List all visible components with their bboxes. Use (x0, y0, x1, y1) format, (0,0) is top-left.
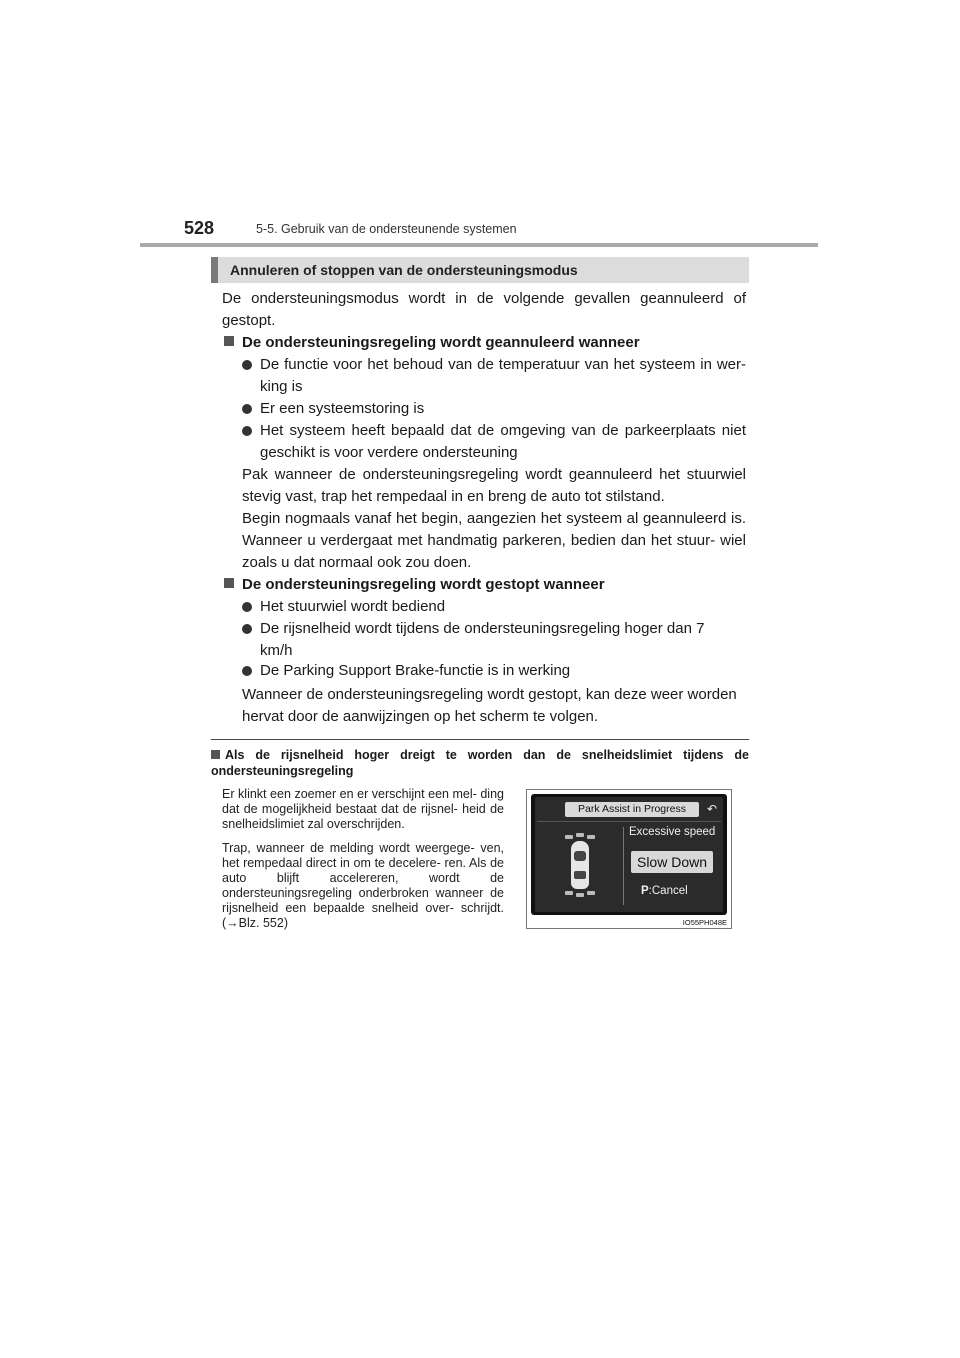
car-body (571, 841, 589, 889)
screen-divider-vertical (623, 827, 624, 905)
stop-heading (224, 574, 605, 596)
display-screen (531, 794, 727, 915)
screen-divider-horizontal (537, 821, 721, 822)
cancel-label: :Cancel (648, 885, 688, 897)
sensor-mark (576, 833, 584, 837)
square-bullet-icon (224, 578, 234, 588)
list-item (242, 398, 746, 420)
cancel-heading (224, 332, 640, 354)
screen-panel (535, 797, 723, 912)
cancel-paragraph-1: Pak wanneer de ondersteuningsregeling wordt geannuleerd het stuurwiel stevig vast, trap het rempedaal in en breng de auto tot stilstand. (242, 466, 746, 505)
bullet-dot-icon (242, 666, 252, 676)
list-item-text: Het systeem heeft bepaald dat de omgeving van de parkeerplaats niet geschikt is voor verdere ondersteuning (260, 422, 746, 461)
display-illustration (526, 789, 732, 929)
list-item-text: De Parking Support Brake-functie is in werking (260, 662, 571, 679)
page-number: 528 (184, 218, 215, 238)
parking-switch-icon: P (641, 885, 649, 897)
section-heading-bar (211, 257, 749, 283)
sensor-mark (565, 891, 573, 895)
intro-paragraph: De ondersteuningsmodus wordt in de volgende gevallen geannuleerd of gestopt. (222, 290, 746, 329)
car-top-view-icon (563, 833, 597, 897)
square-bullet-icon (211, 750, 220, 759)
list-item (242, 354, 746, 398)
sensor-mark (587, 891, 595, 895)
slow-down-button: Slow Down (631, 851, 713, 873)
list-item (242, 660, 746, 682)
sensor-mark (587, 835, 595, 839)
bullet-dot-icon (242, 602, 252, 612)
note-heading (211, 747, 749, 779)
car-windshield (574, 851, 586, 861)
bullet-dot-icon (242, 404, 252, 414)
list-item-text: De rijsnelheid wordt tijdens de ondersteuningsregeling hoger dan 7 km/h (260, 620, 705, 659)
back-arrow-icon: ↶ (706, 802, 718, 816)
section-title: Annuleren of stoppen van de ondersteuningsmodus (230, 262, 578, 278)
list-item-text: Er een systeemstoring is (260, 400, 425, 417)
warning-text: Excessive speed (629, 826, 716, 838)
cancel-heading-text: De ondersteuningsregeling wordt geannuleerd wanneer (242, 334, 640, 351)
chapter-title: 5-5. Gebruik van de ondersteunende systemen (256, 222, 517, 236)
list-item (242, 618, 712, 662)
stop-heading-text: De ondersteuningsregeling wordt gestopt wanneer (242, 576, 605, 593)
bullet-dot-icon (242, 360, 252, 370)
bullet-dot-icon (242, 624, 252, 634)
list-item (242, 420, 746, 464)
note-paragraph-1: Er klinkt een zoemer en er verschijnt een mel- ding dat de mogelijkheid bestaat dat de rijsnel- heid de snelheidslimiet zal overschrijden. (222, 787, 504, 831)
square-bullet-icon (224, 336, 234, 346)
list-item-text: Het stuurwiel wordt bediend (260, 598, 446, 615)
sensor-mark (565, 835, 573, 839)
park-assist-status-button: Park Assist in Progress (565, 802, 699, 817)
stop-paragraph: Wanneer de ondersteuningsregeling wordt gestopt, kan deze weer worden hervat door de aanwijzingen op het scherm te volgen. (242, 686, 737, 725)
note-paragraph-2: Trap, wanneer de melding wordt weergege- ven, het rempedaal direct in om te decelere- ren. Als de auto blijft accelereren, wordt de ondersteuningsregeling onderbroken wanneer de rijsnelheid een bepaalde snelheid over- schrijdt. (→Blz. 552) (222, 841, 504, 930)
sensor-mark (576, 893, 584, 897)
section-divider (211, 739, 749, 740)
car-rear-window (574, 871, 586, 879)
cancel-hint (641, 885, 688, 897)
figure-code: IO55PH048E (682, 918, 727, 927)
list-item-text: De functie voor het behoud van de temperatuur van het systeem in wer- king is (260, 356, 746, 395)
list-item (242, 596, 746, 618)
bullet-dot-icon (242, 426, 252, 436)
header-divider (140, 243, 818, 247)
note-heading-text: Als de rijsnelheid hoger dreigt te worden dan de snelheidslimiet tijdens de ondersteuningsregeling (211, 748, 749, 778)
cancel-paragraph-2: Begin nogmaals vanaf het begin, aangezien het systeem al geannuleerd is. Wanneer u verdergaat met handmatig parkeren, bedien dan het stuur- wiel zoals u dat normaal ook zou doen. (242, 510, 746, 571)
